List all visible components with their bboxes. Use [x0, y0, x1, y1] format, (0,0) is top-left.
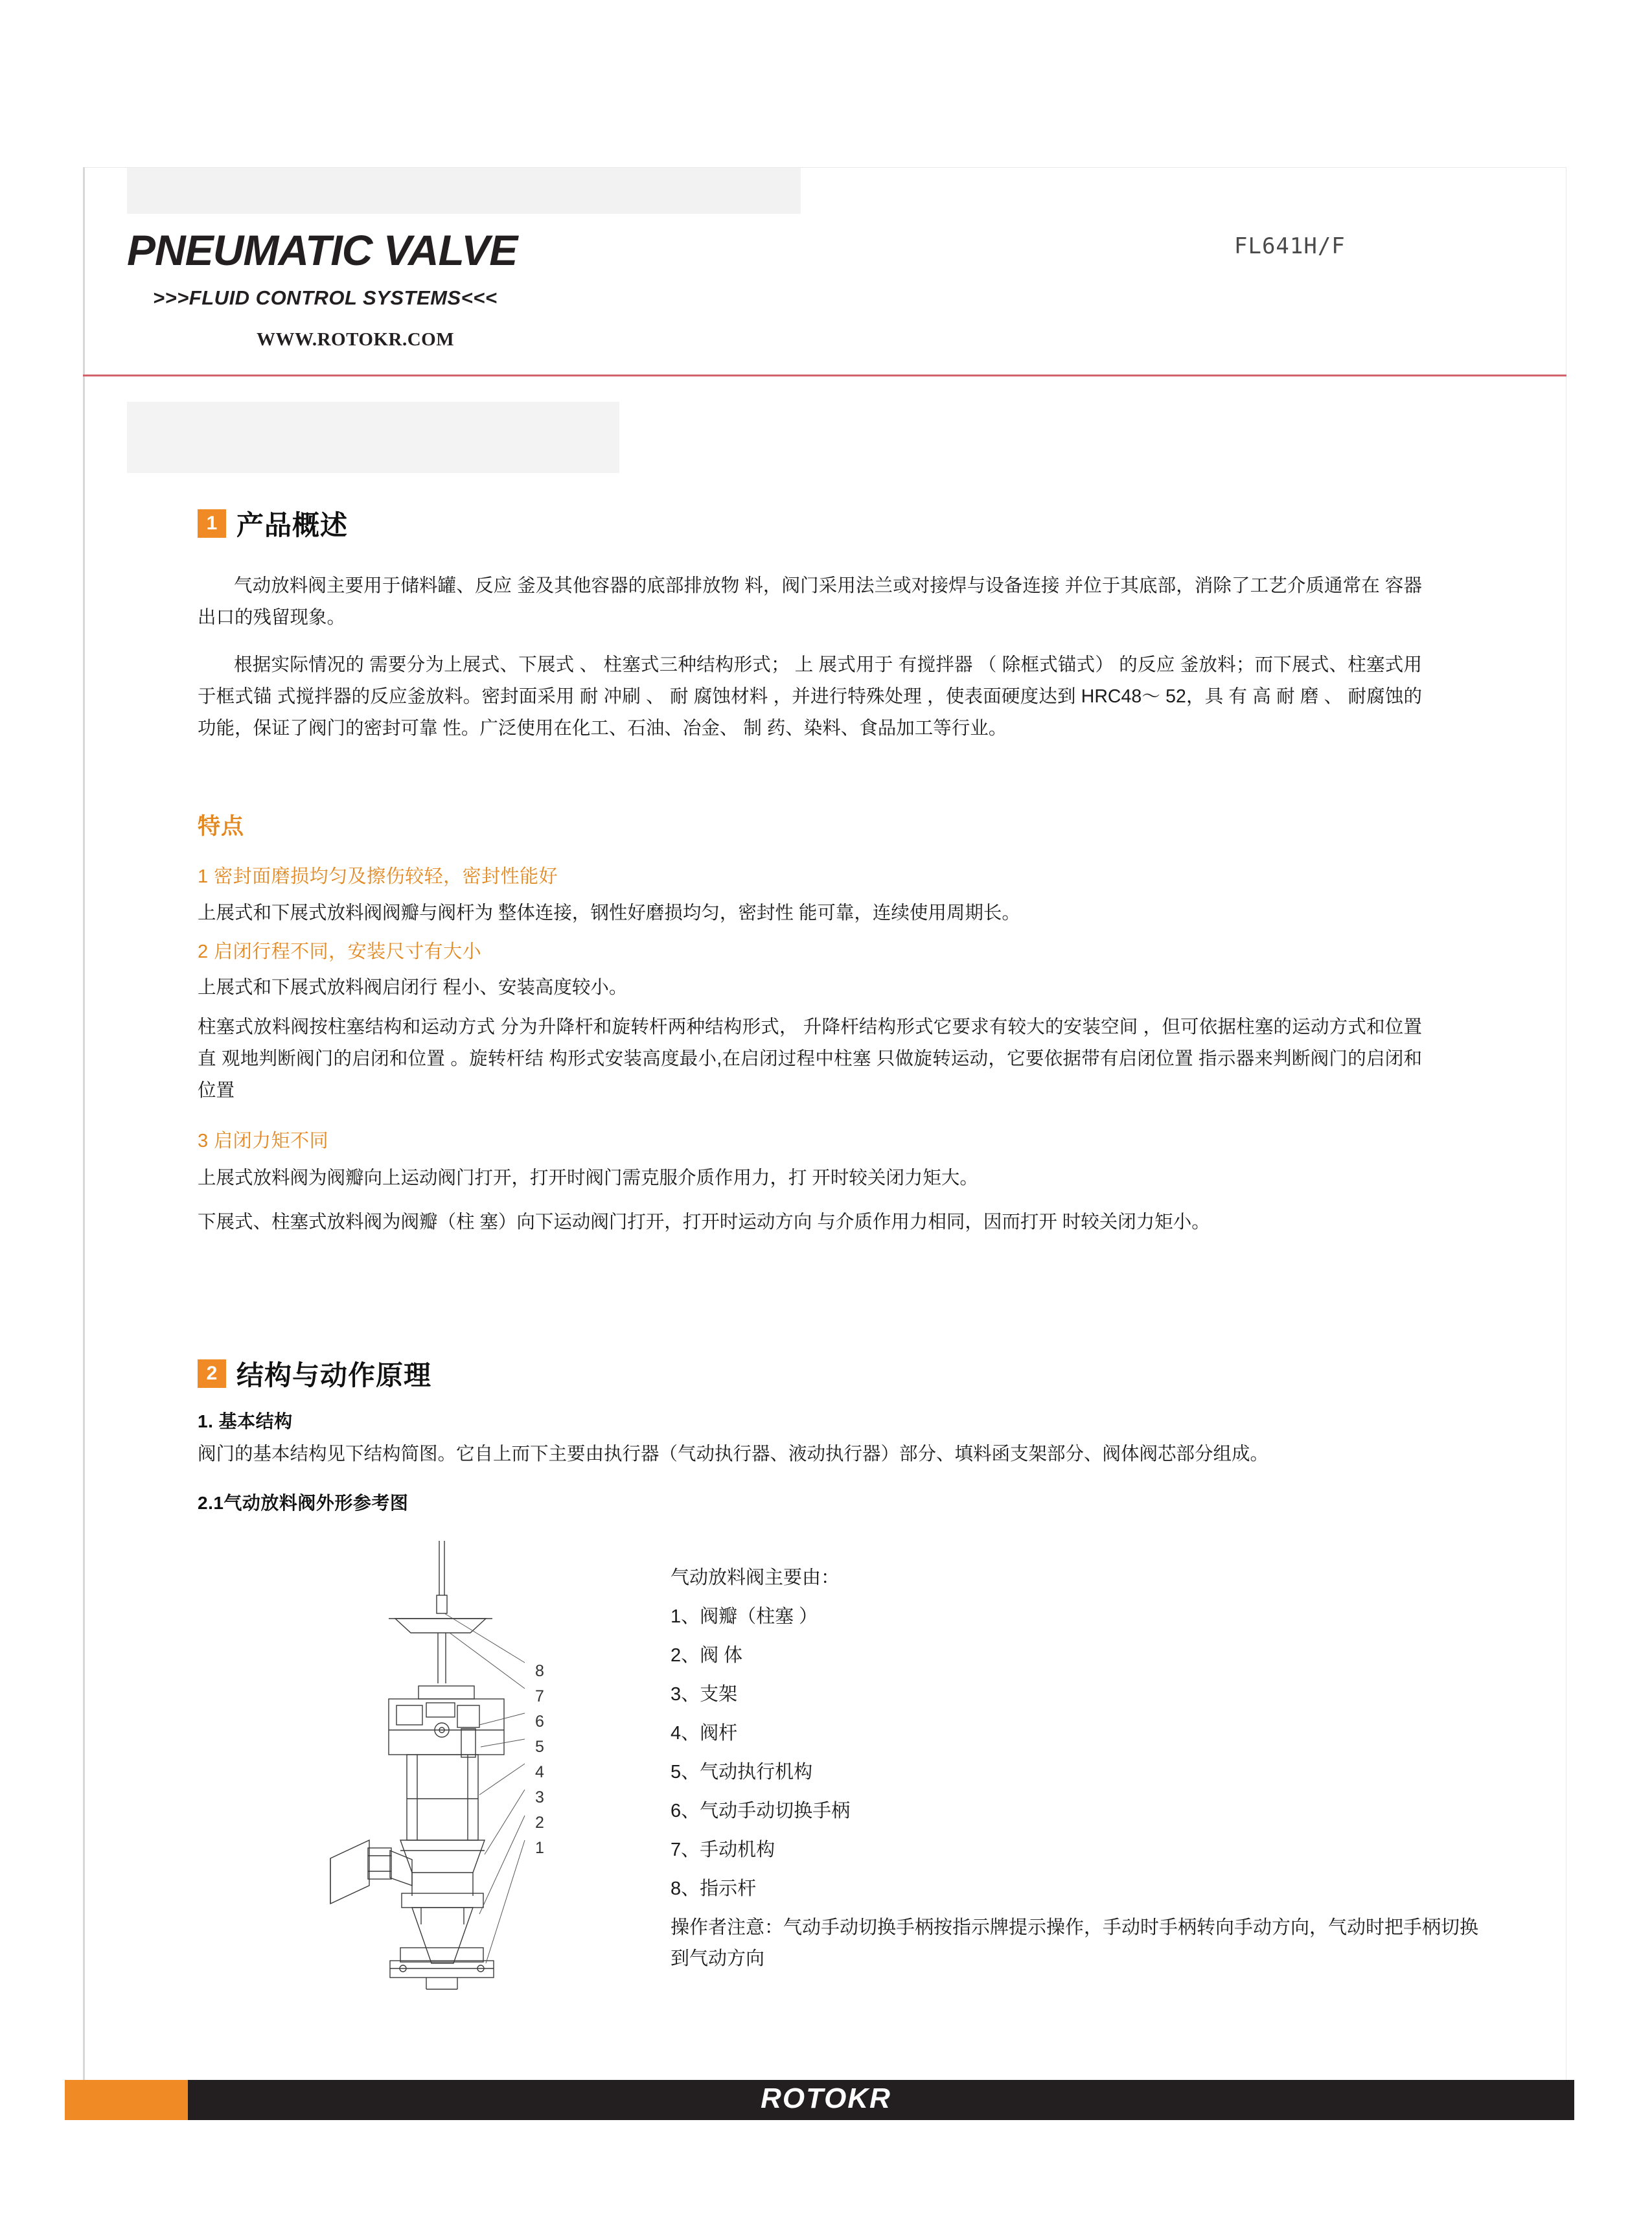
list-item: 6、气动手动切换手柄 — [671, 1801, 851, 1821]
list-item: 3、支架 — [671, 1684, 738, 1705]
list-item: 4、阀杆 — [671, 1723, 738, 1744]
overview-paragraph-1: 气动放料阀主要用于储料罐、反应 釜及其他容器的底部排放物 料，阀门采用法兰或对接焊与设备连接 并位于其底部，消除了工艺介质通常在 容器出口的残留现象。 — [198, 575, 1422, 628]
callout-6: 6 — [535, 1713, 544, 1731]
subsection-outline-drawing-heading: 2.1气动放料阀外形参考图 — [198, 1493, 409, 1513]
page-title: PNEUMATIC VALVE — [127, 226, 518, 274]
drawing-callout-numbers — [535, 1659, 544, 1861]
section-heading-structure — [198, 1354, 431, 1393]
subsection-basic-structure-body: 阀门的基本结构见下结构简图。它自上而下主要由执行器（气动执行器、液动执行器）部分、填料函支架部分、阀体阀芯部分组成。 — [198, 1444, 1269, 1464]
parts-list-intro: 气动放料阀主要由： — [671, 1567, 840, 1588]
feature-2-body-1: 上展式和下展式放料阀启闭行 程小、安装高度较小。 — [198, 977, 628, 998]
header-divider — [83, 375, 1566, 376]
callout-1: 1 — [535, 1839, 544, 1857]
section-title: 结构与动作原理 — [236, 1360, 432, 1390]
list-item: 1、阀瓣（柱塞 ） — [671, 1606, 818, 1627]
header-tagline: >>>FLUID CONTROL SYSTEMS<<< — [153, 286, 498, 309]
list-item: 2、阀 体 — [671, 1645, 743, 1666]
feature-3-body-2: 下展式、柱塞式放料阀为阀瓣（柱 塞）向下运动阀门打开，打开时运动方向 与介质作用力相同，因而打开 时较关闭力矩小。 — [198, 1212, 1210, 1232]
feature-2-body-2: 柱塞式放料阀按柱塞结构和运动方式 分为升降杆和旋转杆两种结构形式， 升降杆结构形式它要求有较大的安装空间 ，但可依据柱塞的运动方式和位置直 观地判断阀门的启闭和位置 。旋转杆结 构形式安装高度最小,在启闭过程中柱塞 只做旋转运动，它要依据带有启闭位置 指示器来判断阀门的启闭和位置 — [198, 1017, 1422, 1101]
overview-paragraph-2: 根据实际情况的 需要分为上展式、下展式 、 柱塞式三种结构形式； 上 展式用于 有搅拌器 （ 除框式锚式） 的反应 釜放料；而下展式、柱塞式用于框式锚 式搅拌器的反应釜放料。密封面采用 耐 冲刷 、 耐 腐蚀材料 ，并进行特殊处理 ，使表面硬度达到 HRC48～ 52，具 有 高 耐 磨 、 耐腐蚀的功能，保证了阀门的密封可靠 性。广泛使用在化工、石油、冶金、 制 药、染料、食品加工等行业。 — [198, 654, 1422, 739]
section-heading-product-overview — [198, 504, 348, 543]
operator-note: 操作者注意：气动手动切换手柄按指示牌提示操作，手动时手柄转向手动方向，气动时把手柄切换到气动方向 — [671, 1917, 1479, 1969]
callout-8: 8 — [535, 1662, 544, 1680]
section-number-badge: 2 — [198, 1359, 226, 1388]
callout-2: 2 — [535, 1814, 544, 1832]
feature-3-body-1: 上展式放料阀为阀瓣向上运动阀门打开，打开时阀门需克服介质作用力，打 开时较关闭力矩大。 — [198, 1168, 978, 1188]
callout-7: 7 — [535, 1687, 544, 1705]
callout-4: 4 — [535, 1763, 544, 1781]
list-item: 5、气动执行机构 — [671, 1762, 813, 1783]
callout-3: 3 — [535, 1788, 544, 1806]
feature-1-body: 上展式和下展式放料阀阀瓣与阀杆为 整体连接，钢性好磨损均匀，密封性 能可靠，连续使用周期长。 — [198, 903, 1020, 923]
left-margin-rule — [83, 167, 85, 2111]
callout-5: 5 — [535, 1738, 544, 1756]
section-title: 产品概述 — [236, 510, 349, 540]
feature-3-heading: 3 启闭力矩不同 — [198, 1131, 329, 1151]
feature-1-heading: 1 密封面磨损均匀及擦伤较轻，密封性能好 — [198, 866, 558, 887]
feature-2-heading: 2 启闭行程不同，安装尺寸有大小 — [198, 941, 482, 962]
header-model-code: FL641H/F — [1234, 233, 1346, 259]
sub-header-background-block — [127, 402, 619, 473]
section-number-badge: 1 — [198, 509, 226, 538]
valve-outline-drawing — [292, 1536, 654, 2002]
subsection-basic-structure-heading: 1. 基本结构 — [198, 1411, 293, 1431]
list-item: 7、手动机构 — [671, 1840, 775, 1860]
list-item: 8、指示杆 — [671, 1878, 757, 1899]
features-heading: 特点 — [198, 814, 245, 839]
parts-list — [671, 1558, 1480, 1974]
header-website: WWW.ROTOKR.COM — [257, 329, 455, 350]
footer-brand: ROTOKR — [761, 2083, 891, 2114]
